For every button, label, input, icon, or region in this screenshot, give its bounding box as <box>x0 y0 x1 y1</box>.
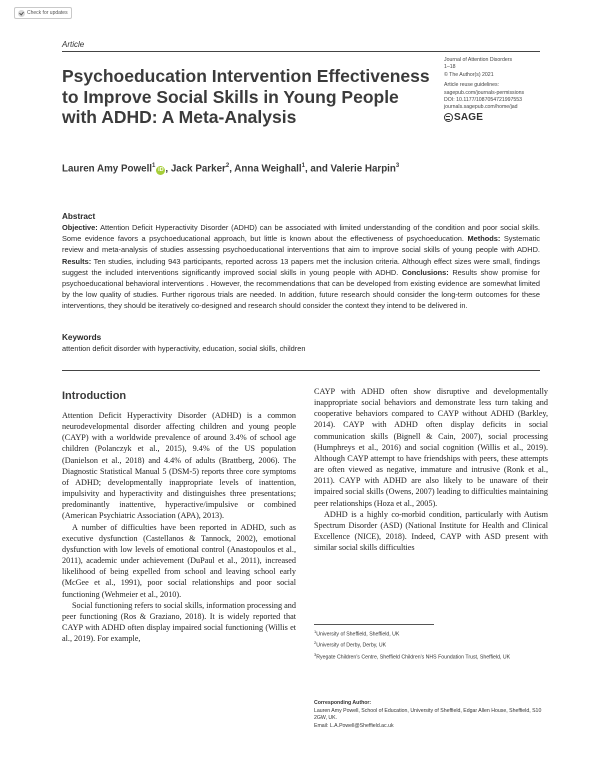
orcid-icon[interactable]: iD <box>158 167 164 174</box>
journal-copyright: © The Author(s) 2021 <box>444 71 494 78</box>
results-label: Results: <box>62 256 92 266</box>
body-column-left <box>62 410 296 644</box>
body-column-right <box>314 386 548 553</box>
affiliation-item: $^2$University of Derby, Derby, UK <box>314 640 387 650</box>
introduction-heading: Introduction <box>62 390 127 402</box>
check-updates-label: Check for updates <box>27 10 68 16</box>
footnote-divider <box>314 624 434 625</box>
keywords-heading: Keywords <box>62 333 102 342</box>
check-for-updates-badge[interactable] <box>14 7 72 19</box>
journal-pages: 1–18 <box>444 64 456 71</box>
reuse-link[interactable]: sagepub.com/journals-permissions <box>444 89 525 96</box>
abstract-section <box>62 211 540 312</box>
affiliation-item: $^1$University of Sheffield, Sheffield, UK <box>314 629 400 638</box>
reuse-label: Article reuse guidelines: <box>444 82 500 89</box>
methods-label: Methods: <box>467 234 501 244</box>
corresponding-author-email[interactable]: Email: L.A.Powell@Sheffield.ac.uk <box>314 722 394 729</box>
author-affil-sup: 2 <box>225 163 230 169</box>
header-divider <box>62 51 540 52</box>
journal-url[interactable]: journals.sagepub.com/home/jad <box>444 104 518 111</box>
abstract-heading: Abstract <box>62 212 96 221</box>
corresponding-author <box>314 700 544 730</box>
author-name: Anna Weighall <box>234 163 302 175</box>
paragraph: ADHD is a highly co-morbid condition, particularly with Autism Spectrum Disorder (ASD) (National Institute for Health and Clinical Excellence (NICE), 2018). Indeed, CAYP with ASD present with similar social skills difficulties <box>314 509 548 553</box>
corresponding-author-address: Lauren Amy Powell, School of Education, University of Sheffield, Edgar Allen House, Sheffield, S10 2GW, UK. <box>314 707 542 722</box>
doi[interactable]: DOI: 10.1177/1087054721997553 <box>444 97 523 104</box>
author-name: Jack Parker <box>170 163 226 175</box>
article-type-label: Article <box>62 40 85 49</box>
paragraph: Attention Deficit Hyperactivity Disorder (ADHD) is a common neurodevelopmental disorder affecting children and young people (CAYP) with a worldwide prevalence of around 3.4% of school age children (Polanczyk et al., 2015), 9.4% of the US population (Danielson et al., 2018) and 4.4% of adults (Brattberg, 2006). The Diagnostic Statistical Manual 5 (DSM-5) reports three core symptoms of ADHD; developmentally inappropriate levels of inattention, impulsivity and hyperactivity and distinguishes three presentations; predominantly inattentive, hyperactive/impulsive or combined (American Psychiatric Association (APA), 2013). <box>62 411 296 521</box>
corresponding-author-heading: Corresponding Author: <box>314 700 372 706</box>
paper-title: Psychoeducation Intervention Effectiveness to Improve Social Skills in Young People with ADHD: A Meta-Analysis <box>62 66 430 127</box>
objective-label: Objective: <box>62 223 98 232</box>
results-text: Ten studies, including 943 participants, reported across 13 papers met the inclusion criteria. Although effect sizes were small, findings suggest the included interventions significantly improved social skills in young people with ADHD. <box>62 256 540 277</box>
author-affil-sup: 3 <box>395 163 400 169</box>
sage-logo-icon <box>444 113 453 122</box>
author-name: Valerie Harpin <box>330 163 396 175</box>
affiliation-item: $^3$Ryegate Children's Centre, Sheffield Children's NHS Foundation Trust, Sheffield, UK <box>314 651 511 661</box>
affiliations <box>314 628 544 662</box>
conclusions-text: Results show promise for psychoeducational behavioral interventions . However, the recommendations that can be developed from existing evidence are somewhat limited by the low quality of studies. Further rigorous trials are needed. In addition, future research should consider the long-term outcomes for these interventions, they should be iteratively co-designed and research should consider the context they intend to be delivered in. <box>62 267 540 311</box>
keywords-text: attention deficit disorder with hyperactivity, education, social skills, children <box>62 344 306 353</box>
journal-name: Journal of Attention Disorders <box>444 57 513 63</box>
methods-text: Systematic review and meta-analysis of studies assessing psychoeducational interventions that aim to improve social skills of young people with ADHD. <box>62 234 540 255</box>
abstract-body <box>62 222 540 312</box>
sage-logo <box>444 113 564 122</box>
check-updates-icon <box>18 10 25 17</box>
journal-info <box>444 57 564 122</box>
author-list: Lauren Amy Powell$^1$iD , Jack Parker$^2$, Anna Weighall$^1$, and Valerie Harpin$^3$ <box>62 163 400 175</box>
paragraph: A number of difficulties have been reported in ADHD, such as executive dysfunction (Castellanos & Tannock, 2002), emotional dysfunction with low levels of emotional control (Anastopoulos et al., 2011), academic under achievement (DuPaul et al., 2011), increased likelihood of being expelled from school and leaving school early (McGee et al., 1991), poor social relationships and poor social functioning (Wehmeier et al., 2010). <box>62 522 296 599</box>
paragraph: Social functioning refers to social skills, information processing and peer functioning (Ros & Graziano, 2018). It is widely reported that CAYP with ADHD often display impaired social functioning (Willis et al., 2019). For example, <box>62 600 296 644</box>
conclusions-label: Conclusions: <box>401 267 449 277</box>
paragraph: CAYP with ADHD often show disruptive and developmentally inappropriate social behaviors and demonstrate less turn taking and cooperative behaviors compared to CAYP without ADHD (Barkley, 2014). CAYP with ADHD often display deficits in social communication skills (Bignell & Cain, 2007), social processing (Humphreys et al., 2016) and social cognition (Willis et al., 2019). Although CAYP attempt to have friendships with peers, these attempts are often viewed as negative, immature and intrusive (Ronk et al., 2011). CAYP with ADHD are also likely to be unaware of their impaired social skills (Owens, 2007) leading to difficulties maintaining peer relationships (Hoza et al., 2005). <box>314 387 548 508</box>
author-separator: , and <box>304 163 331 175</box>
author-affil-sup: 1 <box>152 163 156 169</box>
section-divider <box>62 370 540 371</box>
sage-logo-text: SAGE <box>454 111 484 123</box>
author-affil-sup: 1 <box>301 163 305 169</box>
author-name: Lauren Amy Powell <box>62 163 153 175</box>
objective-text: Attention Deficit Hyperactivity Disorder (ADHD) can be associated with limited understanding of the condition and poor social skills. Some evidence favors a psychoeducational approach, but little is known about the effectiveness of psychoeducation. <box>62 223 540 244</box>
keywords-section <box>62 332 540 354</box>
